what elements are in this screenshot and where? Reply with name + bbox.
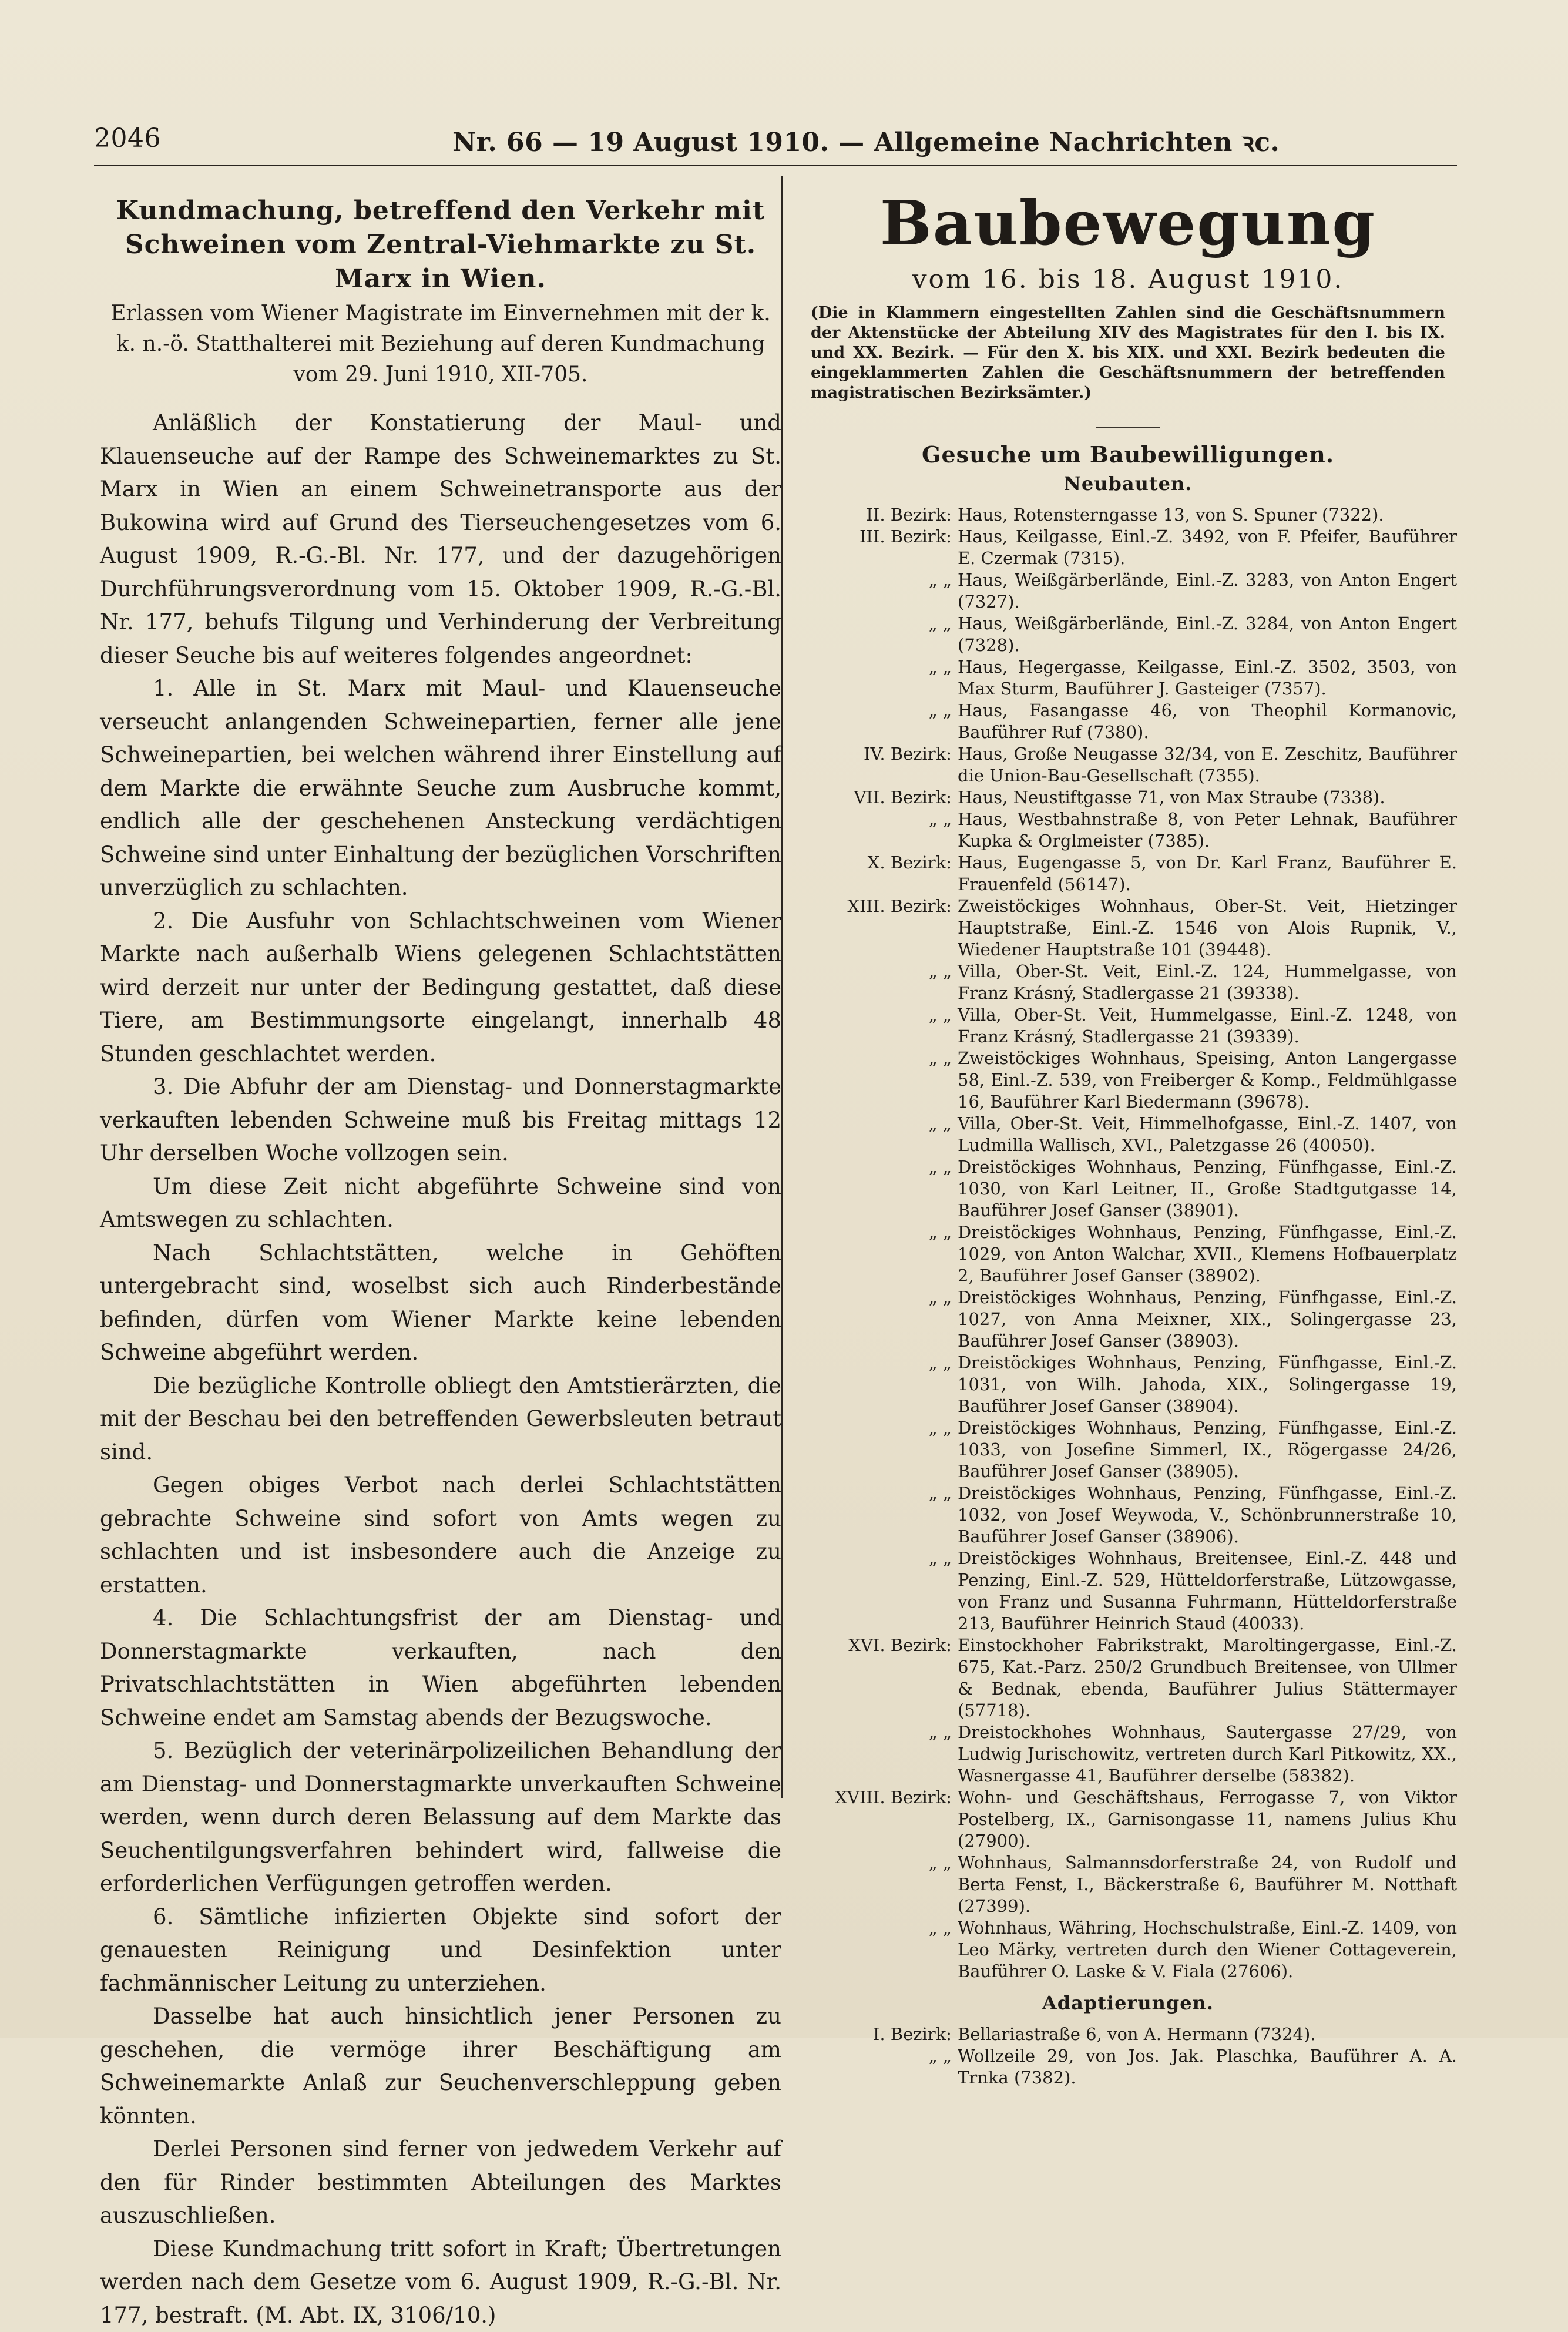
- announcement-subtitle: Erlassen vom Wiener Magistrate im Einvernehmen mit der k. k. n.-ö. Statthalterei mit Beziehung auf deren Kundmachung vom 29. Juni 1910, XII-705.: [100, 298, 781, 390]
- list-item: [799, 787, 1457, 808]
- district-label: IV. Bezirk:: [799, 743, 952, 765]
- entry-text: Dreistöckiges Wohnhaus, Penzing, Fünfhgasse, Einl.-Z. 1033, von Josefine Simmerl, IX., Rögergasse 24/26, Bauführer Josef Ganser (38905).: [958, 1417, 1457, 1482]
- entry-text: Dreistöckiges Wohnhaus, Penzing, Fünfhgasse, Einl.-Z. 1030, von Karl Leitner, II., Große Stadtgutgasse 14, Bauführer Josef Ganser (38901).: [958, 1156, 1457, 1222]
- entry-text: Haus, Fasangasse 46, von Theophil Kormanovic, Bauführer Ruf (7380).: [958, 700, 1457, 743]
- entry-text: Villa, Ober-St. Veit, Einl.-Z. 124, Hummelgasse, von Franz Krásný, Stadlergasse 21 (39338).: [958, 961, 1457, 1004]
- entry-text: Dreistöckiges Wohnhaus, Penzing, Fünfhgasse, Einl.-Z. 1027, von Anna Meixner, XIX., Solingergasse 23, Bauführer Josef Ganser (38903).: [958, 1287, 1457, 1352]
- entry-text: Haus, Westbahnstraße 8, von Peter Lehnak, Bauführer Kupka & Orglmeister (7385).: [958, 808, 1457, 852]
- announcement-body: [100, 407, 781, 2332]
- district-label: XVIII. Bezirk:: [799, 1787, 952, 1808]
- list-item: [799, 895, 1457, 961]
- paragraph: Anläßlich der Konstatierung der Maul- und Klauenseuche auf der Rampe des Schweinemarktes zu St. Marx in Wien an einem Schweinetransporte aus der Bukowina wird auf Grund des Tierseuchengesetzes vom 6. August 1909, R.-G.-Bl. Nr. 177, und der dazugehörigen Durchführungsverordnung vom 15. Oktober 1909, R.-G.-Bl. Nr. 177, behufs Tilgung und Verhinderung der Verbreitung dieser Seuche bis auf weiteres folgendes angeordnet:: [100, 407, 781, 672]
- left-column: [100, 194, 781, 2332]
- entry-text: Wollzeile 29, von Jos. Jak. Plaschka, Bauführer A. A. Trnka (7382).: [958, 2045, 1457, 2089]
- entry-text: Dreistöckiges Wohnhaus, Penzing, Fünfhgasse, Einl.-Z. 1029, von Anton Walchar, XVII., Klemens Hofbauerplatz 2, Bauführer Josef Ganser (38902).: [958, 1222, 1457, 1287]
- list-item: [799, 569, 1457, 613]
- neubauten-list: [799, 504, 1457, 1982]
- entry-text: Wohnhaus, Salmannsdorferstraße 24, von Rudolf und Berta Fenst, I., Bäckerstraße 6, Bauführer M. Notthaft (27399).: [958, 1852, 1457, 1917]
- entry-text: Haus, Eugengasse 5, von Dr. Karl Franz, Bauführer E. Frauenfeld (56147).: [958, 852, 1457, 895]
- paragraph: 2. Die Ausfuhr von Schlachtschweinen vom Wiener Markte nach außerhalb Wiens gelegenen Schlachtstätten wird derzeit nur unter der Bedingung gestattet, daß diese Tiere, am Bestimmungsorte eingelangt, innerhalb 48 Stunden geschlachtet werden.: [100, 905, 781, 1071]
- list-item: [799, 1156, 1457, 1222]
- district-label: „ „: [799, 1113, 952, 1135]
- entry-text: Zweistöckiges Wohnhaus, Speising, Anton Langergasse 58, Einl.-Z. 539, von Freiberger & Komp., Feldmühlgasse 16, Bauführer Karl Biedermann (39678).: [958, 1048, 1457, 1113]
- paragraph: Nach Schlachtstätten, welche in Gehöften untergebracht sind, woselbst sich auch Rinderbestände befinden, dürfen vom Wiener Markte keine lebenden Schweine abgeführt werden.: [100, 1237, 781, 1370]
- right-column: [799, 188, 1457, 2089]
- subheading-adaptierungen: Adaptierungen.: [799, 1989, 1457, 2016]
- list-item: [799, 1287, 1457, 1352]
- entry-text: Bellariastraße 6, von A. Hermann (7324).: [958, 2024, 1457, 2045]
- paragraph: 3. Die Abfuhr der am Dienstag- und Donnerstagmarkte verkauften lebenden Schweine muß bis Freitag mittags 12 Uhr derselben Woche vollzogen sein.: [100, 1071, 781, 1170]
- district-label: „ „: [799, 1352, 952, 1374]
- district-label: „ „: [799, 1852, 952, 1874]
- district-label: „ „: [799, 2045, 952, 2067]
- district-label: „ „: [799, 808, 952, 830]
- district-label: I. Bezirk:: [799, 2024, 952, 2045]
- list-item: [799, 852, 1457, 895]
- paragraph: 1. Alle in St. Marx mit Maul- und Klauenseuche verseucht anlangenden Schweinepartien, ferner alle jene Schweinepartien, bei welchen während ihrer Einstellung auf dem Markte die erwähnte Seuche zum Ausbruche kommt, endlich alle der geschehenen Ansteckung verdächtigen Schweine sind unter Einhaltung der bezüglichen Vorschriften unverzüglich zu schlachten.: [100, 672, 781, 905]
- explanatory-note: (Die in Klammern eingestellten Zahlen sind die Geschäftsnummern der Aktenstücke der Abteilung XIV des Magistrates für den I. bis IX. und XX. Bezirk. — Für den X. bis XIX. und XXI. Bezirk bedeuten die eingeklammerten Zahlen die Geschäftsnummern der betreffenden magistratischen Bezirksämter.): [799, 303, 1457, 403]
- paragraph: Derlei Personen sind ferner von jedwedem Verkehr auf den für Rinder bestimmten Abteilungen des Marktes auszuschließen.: [100, 2133, 781, 2233]
- list-item: [799, 613, 1457, 656]
- district-label: „ „: [799, 1917, 952, 1939]
- entry-text: Dreistöckiges Wohnhaus, Breitensee, Einl.-Z. 448 und Penzing, Einl.-Z. 529, Hütteldorferstraße, Lützowgasse, von Franz und Susanna Fuhrmann, Hütteldorferstraße 213, Bauführer Heinrich Staud (40033).: [958, 1548, 1457, 1635]
- entry-text: Haus, Weißgärberlände, Einl.-Z. 3284, von Anton Engert (7328).: [958, 613, 1457, 656]
- district-label: „ „: [799, 1222, 952, 1243]
- entry-text: Haus, Neustiftgasse 71, von Max Straube (7338).: [958, 787, 1457, 808]
- header-rule: [94, 165, 1457, 166]
- entry-text: Haus, Keilgasse, Einl.-Z. 3492, von F. Pfeifer, Bauführer E. Czermak (7315).: [958, 526, 1457, 569]
- paragraph: 6. Sämtliche infizierten Objekte sind sofort der genauesten Reinigung und Desinfektion unter fachmännischer Leitung zu unterziehen.: [100, 1901, 781, 2001]
- list-item: [799, 2045, 1457, 2089]
- list-item: [799, 1004, 1457, 1048]
- paragraph: Dasselbe hat auch hinsichtlich jener Personen zu geschehen, die vermöge ihrer Beschäftigung am Schweinemarkte Anlaß zur Seuchenverschleppung geben könnten.: [100, 2000, 781, 2133]
- entry-text: Haus, Rotensterngasse 13, von S. Spuner (7322).: [958, 504, 1457, 526]
- list-item: [799, 1635, 1457, 1722]
- district-label: „ „: [799, 1156, 952, 1178]
- list-item: [799, 1548, 1457, 1635]
- district-label: „ „: [799, 1417, 952, 1439]
- paragraph: 4. Die Schlachtungsfrist der am Dienstag- und Donnerstagmarkte verkauften, nach den Privatschlachtstätten in Wien abgeführten lebenden Schweine endet am Samstag abends der Bezugswoche.: [100, 1602, 781, 1734]
- list-item: [799, 1852, 1457, 1917]
- district-label: „ „: [799, 569, 952, 591]
- list-item: [799, 1787, 1457, 1852]
- district-label: „ „: [799, 1004, 952, 1026]
- entry-text: Zweistöckiges Wohnhaus, Ober-St. Veit, Hietzinger Hauptstraße, Einl.-Z. 1546 von Alois Rupnik, V., Wiedener Hauptstraße 101 (39448).: [958, 895, 1457, 961]
- section-heading: Gesuche um Baubewilligungen.: [799, 439, 1457, 470]
- entry-text: Dreistöckiges Wohnhaus, Penzing, Fünfhgasse, Einl.-Z. 1031, von Wilh. Jahoda, XIX., Solingergasse 19, Bauführer Josef Ganser (38904).: [958, 1352, 1457, 1417]
- entry-text: Wohn- und Geschäftshaus, Ferrogasse 7, von Viktor Postelberg, IX., Garnisongasse 11, namens Julius Khu (27900).: [958, 1787, 1457, 1852]
- date-line: vom 16. bis 18. August 1910.: [799, 262, 1457, 297]
- entry-text: Dreistockhohes Wohnhaus, Sautergasse 27/29, von Ludwig Jurischowitz, vertreten durch Karl Pitkowitz, XX., Wasnergasse 41, Bauführer derselbe (58382).: [958, 1722, 1457, 1787]
- paragraph: 5. Bezüglich der veterinärpolizeilichen Behandlung der am Dienstag- und Donnerstagmarkte unverkauften Schweine werden, wenn durch deren Belassung auf dem Markte das Seuchentilgungsverfahren behindert wird, fallweise die erforderlichen Verfügungen getroffen werden.: [100, 1734, 781, 1901]
- district-label: „ „: [799, 656, 952, 678]
- district-label: „ „: [799, 613, 952, 635]
- district-label: „ „: [799, 1048, 952, 1069]
- entry-text: Haus, Große Neugasse 32/34, von E. Zeschitz, Bauführer die Union-Bau-Gesellschaft (7355).: [958, 743, 1457, 787]
- section-title: Baubewegung: [799, 188, 1457, 259]
- entry-text: Einstockhoher Fabrikstrakt, Maroltingergasse, Einl.-Z. 675, Kat.-Parz. 250/2 Grundbuch Breitensee, von Ullmer & Bednak, ebenda, Bauführer Julius Stättermayer (57718).: [958, 1635, 1457, 1722]
- list-item: [799, 526, 1457, 569]
- entry-text: Haus, Weißgärberlände, Einl.-Z. 3283, von Anton Engert (7327).: [958, 569, 1457, 613]
- district-label: „ „: [799, 1548, 952, 1569]
- district-label: „ „: [799, 700, 952, 722]
- district-label: II. Bezirk:: [799, 504, 952, 526]
- entry-text: Villa, Ober-St. Veit, Himmelhofgasse, Einl.-Z. 1407, von Ludmilla Wallisch, XVI., Paletzgasse 26 (40050).: [958, 1113, 1457, 1156]
- list-item: [799, 1417, 1457, 1482]
- paragraph: Gegen obiges Verbot nach derlei Schlachtstätten gebrachte Schweine sind sofort von Amts wegen zu schlachten und ist insbesondere auch die Anzeige zu erstatten.: [100, 1469, 781, 1602]
- district-label: „ „: [799, 961, 952, 982]
- entry-text: Dreistöckiges Wohnhaus, Penzing, Fünfhgasse, Einl.-Z. 1032, von Josef Weywoda, V., Schönbrunnerstraße 10, Bauführer Josef Ganser (38906).: [958, 1482, 1457, 1548]
- adaptierungen-list: [799, 2024, 1457, 2089]
- entry-text: Villa, Ober-St. Veit, Hummelgasse, Einl.-Z. 1248, von Franz Krásný, Stadlergasse 21 (39339).: [958, 1004, 1457, 1048]
- list-item: [799, 1113, 1457, 1156]
- district-label: „ „: [799, 1722, 952, 1743]
- list-item: [799, 1722, 1457, 1787]
- subheading-neubauten: Neubauten.: [799, 470, 1457, 497]
- district-label: XVI. Bezirk:: [799, 1635, 952, 1656]
- page-header: [94, 123, 1457, 165]
- paragraph: Die bezügliche Kontrolle obliegt den Amtstierärzten, die mit der Beschau bei den betreffenden Gewerbsleuten betraut sind.: [100, 1370, 781, 1469]
- entry-text: Haus, Hegergasse, Keilgasse, Einl.-Z. 3502, 3503, von Max Sturm, Bauführer J. Gasteiger (7357).: [958, 656, 1457, 700]
- paragraph: Um diese Zeit nicht abgeführte Schweine sind von Amtswegen zu schlachten.: [100, 1170, 781, 1237]
- district-label: VII. Bezirk:: [799, 787, 952, 808]
- list-item: [799, 1482, 1457, 1548]
- list-item: [799, 743, 1457, 787]
- district-label: III. Bezirk:: [799, 526, 952, 548]
- list-item: [799, 1048, 1457, 1113]
- column-divider: [781, 176, 783, 1798]
- district-label: „ „: [799, 1287, 952, 1308]
- district-label: „ „: [799, 1482, 952, 1504]
- running-title: Nr. 66 — 19 August 1910. — Allgemeine Nachrichten ꝛc.: [452, 123, 1280, 159]
- district-label: XIII. Bezirk:: [799, 895, 952, 917]
- announcement-title: Kundmachung, betreffend den Verkehr mit Schweinen vom Zentral-Viehmarkte zu St. Marx in Wien.: [100, 194, 781, 296]
- list-item: [799, 961, 1457, 1004]
- list-item: [799, 808, 1457, 852]
- page-number: 2046: [94, 123, 161, 153]
- district-label: X. Bezirk:: [799, 852, 952, 874]
- entry-text: Wohnhaus, Währing, Hochschulstraße, Einl.-Z. 1409, von Leo Märky, vertreten durch den Wiener Cottageverein, Bauführer O. Laske & V. Fiala (27606).: [958, 1917, 1457, 1982]
- list-item: [799, 504, 1457, 526]
- list-item: [799, 1917, 1457, 1982]
- list-item: [799, 656, 1457, 700]
- list-item: [799, 700, 1457, 743]
- paragraph: Diese Kundmachung tritt sofort in Kraft; Übertretungen werden nach dem Gesetze vom 6. August 1909, R.-G.-Bl. Nr. 177, bestraft. (M. Abt. IX, 3106/10.): [100, 2233, 781, 2332]
- separator-rule: [1096, 427, 1160, 428]
- list-item: [799, 1222, 1457, 1287]
- list-item: [799, 2024, 1457, 2045]
- list-item: [799, 1352, 1457, 1417]
